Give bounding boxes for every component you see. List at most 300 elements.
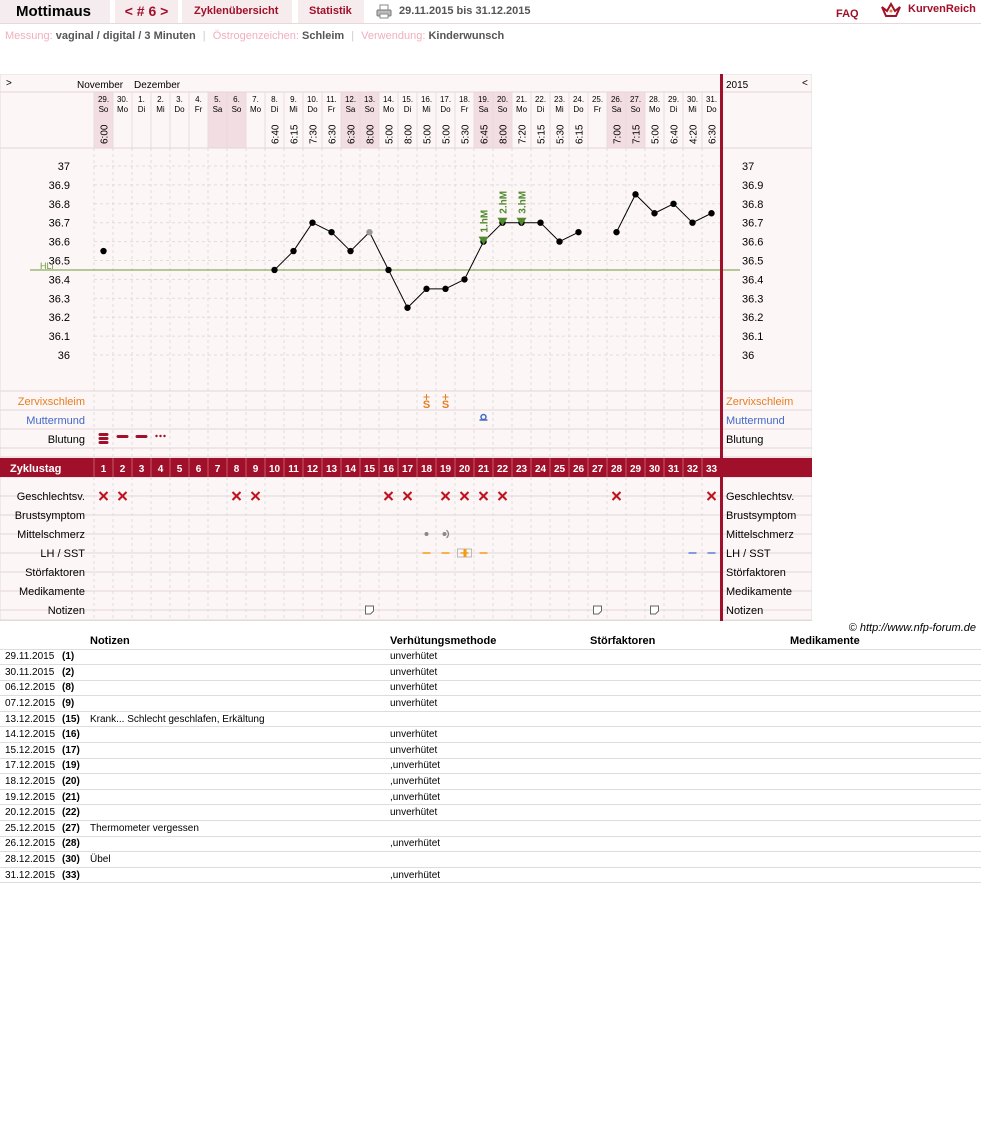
y-tick-right: 36.3 [742, 293, 764, 306]
weekday: Di [536, 105, 545, 114]
hm-label: 3.hM [517, 190, 529, 214]
crown-icon [880, 2, 902, 20]
y-tick-left: 36.9 [48, 179, 70, 192]
note-text [90, 649, 390, 665]
note-cycle-day: (21) [62, 789, 90, 805]
top-bar [0, 0, 981, 24]
note-stoer [590, 649, 790, 665]
note-text [90, 867, 390, 883]
note-stoer [590, 774, 790, 790]
cycle-chart [0, 74, 812, 621]
cycle-day-number: 33 [705, 464, 718, 475]
note-stoer [590, 727, 790, 743]
note-medi [790, 649, 981, 665]
temperature-point [708, 210, 714, 216]
note-medi [790, 727, 981, 743]
row-label-mittel-right: Mittelschmerz [726, 529, 794, 541]
y-tick-left: 37 [57, 161, 70, 173]
weekday: Mi [422, 105, 431, 114]
cycle-day-number: 7 [214, 464, 221, 475]
note-medi [790, 821, 981, 837]
note-date: 19.12.2015 [0, 789, 62, 805]
day-number: 19. [477, 95, 490, 104]
bleeding-heavy [99, 433, 109, 436]
measure-time: 5:15 [536, 124, 548, 144]
day-number: 12. [344, 95, 357, 104]
note-date: 18.12.2015 [0, 774, 62, 790]
note-stoer [590, 821, 790, 837]
table-row [0, 680, 981, 696]
y-tick-left: 36.6 [48, 236, 70, 249]
weekday: Sa [611, 105, 622, 114]
row-label-lh: LH / SST [40, 548, 85, 560]
row-label-brust-right: Brustsymptom [726, 510, 797, 522]
row-label-blutung: Blutung [47, 434, 85, 446]
note-text: Krank... Schlecht geschlafen, Erkältung [90, 711, 390, 727]
cycle-day-number: 2 [119, 464, 126, 475]
header-stoer: Störfaktoren [590, 634, 790, 649]
day-number: 3. [176, 95, 183, 104]
note-text [90, 836, 390, 852]
note-method: unverhütet [390, 680, 590, 696]
note-icon [651, 606, 659, 614]
note-text: Übel [90, 852, 390, 868]
weekday: Mo [648, 105, 661, 114]
temperature-point [461, 276, 467, 282]
note-date: 14.12.2015 [0, 727, 62, 743]
note-text [90, 774, 390, 790]
note-stoer [590, 867, 790, 883]
cycle-day-number: 32 [686, 464, 699, 475]
note-date: 30.11.2015 [0, 665, 62, 681]
note-date: 31.12.2015 [0, 867, 62, 883]
day-number: 21. [515, 95, 528, 104]
day-number: 27. [629, 95, 642, 104]
day-number: 29. [97, 95, 110, 104]
measure-time: 6:30 [327, 124, 339, 144]
separator: | [351, 30, 355, 42]
measure-time: 6:40 [270, 124, 282, 144]
note-medi [790, 758, 981, 774]
row-label-mittel: Mittelschmerz [17, 529, 85, 541]
day-number: 28. [648, 95, 661, 104]
cycle-day-number: 16 [382, 464, 395, 475]
cycle-day-number: 26 [572, 464, 585, 475]
measure-time: 8:00 [403, 124, 415, 144]
note-stoer [590, 852, 790, 868]
note-text [90, 665, 390, 681]
y-tick-left: 36.5 [48, 255, 70, 268]
note-text [90, 727, 390, 743]
measure-time: 6:40 [669, 124, 681, 144]
cycle-day-number: 25 [553, 464, 566, 475]
note-cycle-day: (2) [62, 665, 90, 681]
day-number: 29. [667, 95, 680, 104]
cycle-day-number: 23 [515, 464, 528, 475]
table-row [0, 727, 981, 743]
bleeding-spotting [155, 435, 157, 437]
weekday: So [231, 105, 242, 114]
row-label-medi: Medikamente [18, 586, 85, 598]
cycle-day-number: 6 [195, 464, 202, 475]
bleeding-heavy [99, 441, 109, 444]
measure-time: 5:30 [555, 124, 567, 144]
month-label: Dezember [134, 80, 181, 91]
day-number: 30. [686, 95, 699, 104]
temperature-point [366, 229, 372, 235]
weekday: Do [174, 105, 185, 114]
note-date: 17.12.2015 [0, 758, 62, 774]
table-row [0, 665, 981, 681]
note-medi [790, 774, 981, 790]
printer-icon[interactable] [376, 4, 392, 19]
cycle-day-number: 13 [325, 464, 338, 475]
temperature-point [385, 267, 391, 273]
day-number: 4. [195, 95, 202, 104]
table-row [0, 711, 981, 727]
cycle-day-number: 28 [610, 464, 623, 475]
weekday: Di [270, 105, 279, 114]
day-number: 10. [306, 95, 319, 104]
measure-time: 5:30 [460, 124, 472, 144]
tab-cycle-overview[interactable]: Zyklenübersicht [182, 0, 292, 23]
weekday: So [497, 105, 508, 114]
note-cycle-day: (20) [62, 774, 90, 790]
note-cycle-day: (33) [62, 867, 90, 883]
header-notes: Notizen [90, 634, 390, 649]
y-tick-left: 36.4 [48, 274, 70, 287]
temperature-point [328, 229, 334, 235]
separator: | [202, 30, 206, 42]
weekday: Do [307, 105, 318, 114]
cycle-day-number: 18 [420, 464, 433, 475]
cycle-day-number: 9 [252, 464, 259, 475]
note-medi [790, 743, 981, 759]
cycle-day-number: 27 [591, 464, 604, 475]
notes-header-row [0, 634, 981, 649]
table-row [0, 743, 981, 759]
note-method: unverhütet [390, 743, 590, 759]
note-stoer [590, 805, 790, 821]
header-day [62, 634, 90, 649]
day-number: 2. [157, 95, 164, 104]
weekday: Mi [156, 105, 165, 114]
temperature-point [100, 248, 106, 254]
note-date: 15.12.2015 [0, 743, 62, 759]
y-tick-right: 36.1 [742, 331, 764, 344]
note-method [390, 711, 590, 727]
cycle-day-number: 29 [629, 464, 642, 475]
faq-link[interactable]: FAQ [836, 8, 859, 20]
measure-time: 7:30 [308, 124, 320, 144]
note-cycle-day: (28) [62, 836, 90, 852]
zyklustag-label: Zyklustag [10, 463, 62, 475]
row-label-muttermund: Muttermund [26, 415, 85, 427]
cycle-day-number: 14 [344, 464, 357, 475]
note-text: Thermometer vergessen [90, 821, 390, 837]
bleeding-spotting [163, 435, 165, 437]
table-row [0, 696, 981, 712]
day-number: 14. [382, 95, 395, 104]
weekday: Fr [460, 105, 469, 114]
day-number: 26. [610, 95, 623, 104]
note-date: 26.12.2015 [0, 836, 62, 852]
note-date: 20.12.2015 [0, 805, 62, 821]
measure-time: 6:45 [479, 124, 491, 144]
table-row [0, 852, 981, 868]
day-number: 30. [116, 95, 129, 104]
note-text [90, 805, 390, 821]
day-number: 16. [420, 95, 433, 104]
weekday: Mi [289, 105, 298, 114]
note-stoer [590, 680, 790, 696]
note-cycle-day: (30) [62, 852, 90, 868]
y-tick-left: 36 [57, 350, 70, 362]
cycle-divider [720, 74, 723, 621]
y-tick-left: 36.2 [48, 312, 70, 325]
y-tick-right: 36.8 [742, 198, 764, 211]
cycle-day-number: 5 [176, 464, 183, 475]
y-tick-right: 36.4 [742, 274, 764, 287]
weekday: So [364, 105, 375, 114]
note-text [90, 789, 390, 805]
date-range: 29.11.2015 bis 31.12.2015 [399, 5, 531, 17]
header-medi: Medikamente [790, 634, 981, 649]
cycle-day-number: 24 [534, 464, 547, 475]
weekday: Do [706, 105, 717, 114]
cycle-day-number: 20 [458, 464, 471, 475]
coverline-label: HLi [40, 260, 54, 271]
temperature-point [613, 229, 619, 235]
note-medi [790, 867, 981, 883]
note-icon [366, 606, 374, 614]
note-cycle-day: (8) [62, 680, 90, 696]
cycle-day-number: 8 [233, 464, 240, 475]
cycle-day-number: 10 [268, 464, 281, 475]
note-method: unverhütet [390, 665, 590, 681]
note-medi [790, 852, 981, 868]
temperature-point [423, 286, 429, 292]
temperature-point [347, 248, 353, 254]
cycle-day-number: 4 [157, 464, 164, 475]
measure-time: 5:00 [650, 124, 662, 144]
oestrogen-value: Schleim [302, 30, 345, 42]
day-number: 22. [534, 95, 547, 104]
note-stoer [590, 696, 790, 712]
bleeding-medium [117, 435, 129, 438]
messung-value: vaginal / digital / 3 Minuten [55, 30, 196, 42]
oestrogen-label: Östrogenzeichen: [212, 30, 299, 42]
day-number: 24. [572, 95, 585, 104]
weekday: Di [403, 105, 412, 114]
cycle-navigator[interactable]: < # 6 > [115, 0, 178, 23]
weekday: Sa [212, 105, 223, 114]
temperature-point [309, 220, 315, 226]
measure-time: 6:30 [346, 124, 358, 144]
note-method: unverhütet [390, 649, 590, 665]
weekday: Fr [593, 105, 602, 114]
y-tick-left: 36.1 [48, 331, 70, 344]
y-tick-right: 36.7 [742, 217, 764, 230]
weekday: So [98, 105, 109, 114]
temperature-point [290, 248, 296, 254]
note-stoer [590, 743, 790, 759]
note-cycle-day: (16) [62, 727, 90, 743]
day-number: 23. [553, 95, 566, 104]
note-method [390, 821, 590, 837]
note-medi [790, 696, 981, 712]
note-medi [790, 665, 981, 681]
verwendung-label: Verwendung: [361, 30, 426, 42]
y-tick-right: 37 [742, 161, 755, 173]
measure-time: 6:30 [707, 124, 719, 144]
copyright: © http://www.nfp-forum.de [848, 622, 976, 634]
row-label-zervix-right: Zervixschleim [726, 396, 794, 408]
note-date: 29.11.2015 [0, 649, 62, 665]
y-tick-right: 36.9 [742, 179, 764, 192]
note-method: ,unverhütet [390, 836, 590, 852]
lh-box-fill [464, 549, 467, 557]
day-number: 31. [705, 95, 718, 104]
note-stoer [590, 665, 790, 681]
temperature-point [271, 267, 277, 273]
cycle-day-number: 3 [138, 464, 145, 475]
month-label: November [77, 80, 124, 91]
cycle-meta [5, 30, 504, 42]
row-label-stoer-right: Störfaktoren [726, 567, 786, 579]
note-cycle-day: (9) [62, 696, 90, 712]
day-number: 7. [252, 95, 259, 104]
notes-table [0, 634, 981, 883]
row-label-medi-right: Medikamente [726, 586, 793, 598]
cycle-day-number: 21 [477, 464, 490, 475]
temperature-point [670, 201, 676, 207]
note-method: ,unverhütet [390, 774, 590, 790]
note-medi [790, 836, 981, 852]
note-method: unverhütet [390, 805, 590, 821]
messung-label: Messung: [5, 30, 53, 42]
note-method: ,unverhütet [390, 867, 590, 883]
tab-statistics[interactable]: Statistik [298, 0, 364, 23]
day-number: 20. [496, 95, 509, 104]
table-row [0, 789, 981, 805]
day-number: 15. [401, 95, 414, 104]
note-cycle-day: (19) [62, 758, 90, 774]
weekday: Do [573, 105, 584, 114]
row-label-notizen-right: Notizen [726, 605, 764, 617]
cycle-day-number: 15 [363, 464, 376, 475]
row-label-gv-right: Geschlechtsv. [726, 491, 795, 503]
table-row [0, 805, 981, 821]
row-label-stoer: Störfaktoren [25, 567, 85, 579]
measure-time: 8:00 [498, 124, 510, 144]
row-label-blutung-right: Blutung [726, 434, 764, 446]
cycle-day-number: 11 [288, 464, 299, 475]
note-cycle-day: (22) [62, 805, 90, 821]
temperature-point [689, 220, 695, 226]
temperature-point [556, 238, 562, 244]
y-tick-right: 36.6 [742, 236, 764, 249]
weekday: Sa [345, 105, 356, 114]
mittelschmerz-mark [425, 532, 429, 536]
weekday: Do [440, 105, 451, 114]
measure-time: 5:00 [384, 124, 396, 144]
header-method: Verhütungsmethode [390, 634, 590, 649]
y-tick-right: 36.5 [742, 255, 764, 268]
note-date: 06.12.2015 [0, 680, 62, 696]
note-cycle-day: (15) [62, 711, 90, 727]
measure-time: 6:00 [99, 124, 111, 144]
bleeding-medium [136, 435, 148, 438]
temperature-point [537, 220, 543, 226]
weekday: Fr [194, 105, 203, 114]
day-number: 9. [290, 95, 297, 104]
hm-label: 2.hM [498, 190, 510, 214]
bleeding-heavy [99, 437, 109, 440]
measure-time: 7:20 [517, 124, 529, 144]
note-medi [790, 680, 981, 696]
y-tick-left: 36.7 [48, 217, 70, 230]
table-row [0, 836, 981, 852]
temperature-point [575, 229, 581, 235]
zervix-mark: S [441, 399, 450, 411]
note-stoer [590, 758, 790, 774]
note-icon [594, 606, 602, 614]
y-tick-right: 36.2 [742, 312, 764, 325]
mittelschmerz-mark [443, 532, 447, 536]
day-number: 11. [326, 95, 337, 104]
table-row [0, 774, 981, 790]
table-row [0, 821, 981, 837]
chart-background [0, 74, 812, 621]
note-date: 28.12.2015 [0, 852, 62, 868]
row-label-notizen: Notizen [47, 605, 85, 617]
measure-time: 4:20 [688, 124, 700, 144]
weekday: Mi [555, 105, 564, 114]
note-date: 13.12.2015 [0, 711, 62, 727]
row-label-lh-right: LH / SST [726, 548, 771, 560]
note-method: ,unverhütet [390, 789, 590, 805]
y-tick-right: 36 [742, 350, 755, 362]
measure-time: 7:00 [612, 124, 624, 144]
measure-time: 5:00 [441, 124, 453, 144]
measure-time: 6:15 [289, 124, 301, 144]
day-number: 8. [271, 95, 278, 104]
year-label: 2015 [726, 80, 749, 91]
bleeding-spotting [159, 435, 161, 437]
row-label-zervix: Zervixschleim [17, 396, 85, 408]
verwendung-value: Kinderwunsch [428, 30, 505, 42]
note-cycle-day: (1) [62, 649, 90, 665]
kurvenreich-logo[interactable] [880, 2, 980, 22]
brand-name: KurvenReich [908, 3, 976, 15]
note-stoer [590, 836, 790, 852]
measure-time: 7:15 [631, 124, 643, 144]
day-number: 1. [138, 95, 145, 104]
temperature-point [442, 286, 448, 292]
note-date: 25.12.2015 [0, 821, 62, 837]
row-label-gv: Geschlechtsv. [16, 491, 85, 503]
nav-prev: > [6, 78, 12, 89]
day-number: 17. [439, 95, 452, 104]
note-method: unverhütet [390, 696, 590, 712]
weekday: So [630, 105, 641, 114]
cycle-day-number: 19 [439, 464, 452, 475]
table-row [0, 649, 981, 665]
weekday: Mo [116, 105, 129, 114]
note-cycle-day: (17) [62, 743, 90, 759]
day-number: 13. [363, 95, 376, 104]
